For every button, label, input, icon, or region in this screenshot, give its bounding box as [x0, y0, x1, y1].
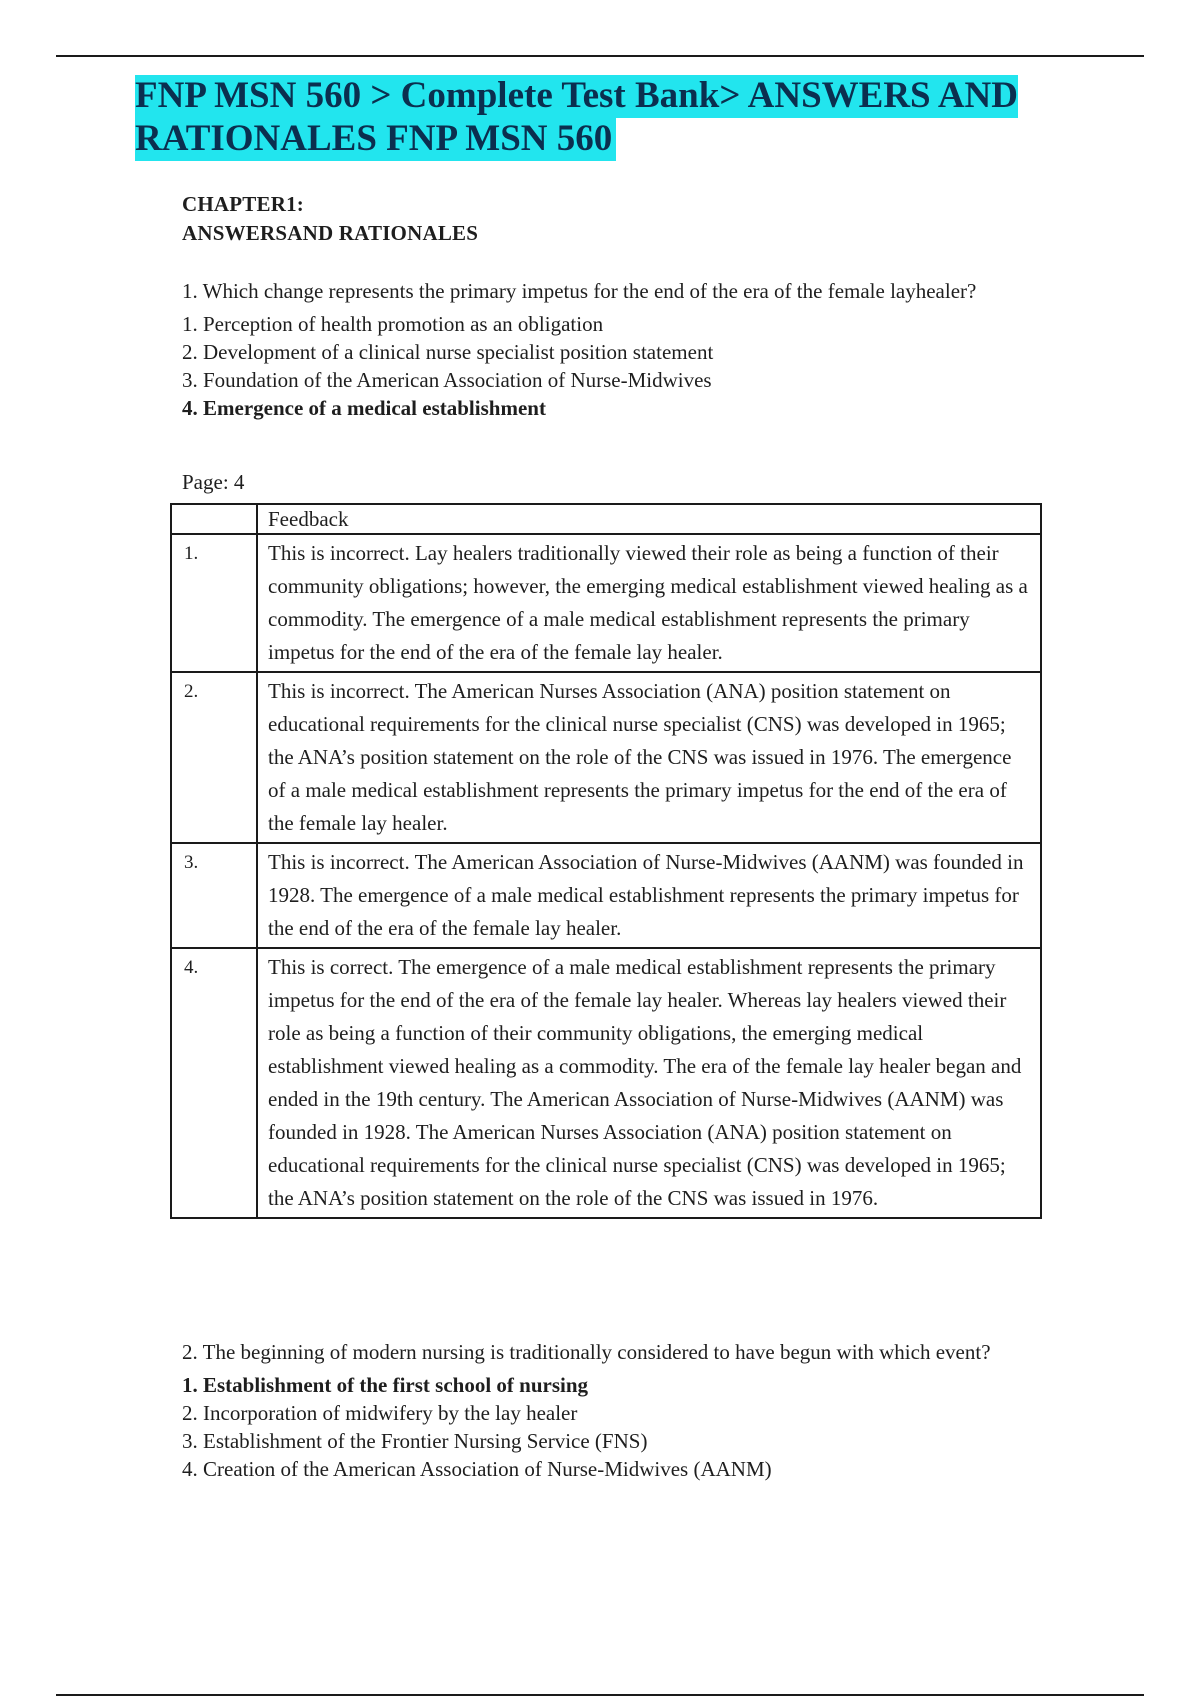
- table-row: [171, 672, 1041, 843]
- chapter-heading: [182, 190, 478, 248]
- answer-option-correct: 1. Establishment of the first school of nursing: [182, 1373, 589, 1397]
- feedback-text: This is incorrect. The American Nurses Association (ANA) position statement on educational requirements for the clinical nurse specialist (CNS) was developed in 1965; the ANA’s position statement on the role of the CNS was issued in 1976. The emergence of a male medical establishment represents the primary impetus for the end of the era of the female lay healer.: [257, 672, 1041, 843]
- option-number: 2.: [171, 672, 257, 843]
- answer-option: 3. Foundation of the American Association of Nurse-Midwives: [182, 368, 712, 392]
- table-row: [171, 843, 1041, 948]
- answer-option-correct: 4. Emergence of a medical establishment: [182, 396, 546, 420]
- answer-option: 4. Creation of the American Association of Nurse-Midwives (AANM): [182, 1457, 772, 1481]
- answer-option: 3. Establishment of the Frontier Nursing Service (FNS): [182, 1429, 648, 1453]
- table-row: [171, 534, 1041, 672]
- bottom-rule: [56, 1694, 1144, 1696]
- option-number: 1.: [171, 534, 257, 672]
- answer-option: 1. Perception of health promotion as an obligation: [182, 312, 604, 336]
- answer-option: 2. Incorporation of midwifery by the lay healer: [182, 1401, 578, 1425]
- chapter-label: CHAPTER1:: [182, 192, 304, 216]
- header-empty-cell: [171, 504, 257, 534]
- feedback-text: This is incorrect. The American Association of Nurse-Midwives (AANM) was founded in 1928. The emergence of a male medical establishment represents the primary impetus for the end of the era of the female lay healer.: [257, 843, 1041, 948]
- question-2: [182, 1338, 991, 1483]
- question-stem: 2. The beginning of modern nursing is traditionally considered to have begun with which event?: [182, 1340, 991, 1364]
- answer-option: 2. Development of a clinical nurse specialist position statement: [182, 340, 714, 364]
- chapter-subtitle: ANSWERSAND RATIONALES: [182, 221, 479, 245]
- option-number: 4.: [171, 948, 257, 1218]
- feedback-table: [170, 503, 1042, 1219]
- top-rule: [56, 55, 1144, 57]
- document-title: [135, 74, 1065, 160]
- feedback-header-row: [171, 504, 1041, 534]
- feedback-text: This is incorrect. Lay healers traditionally viewed their role as being a function of their community obligations; however, the emerging medical establishment viewed healing as a commodity. The emergence of a male medical establishment represents the primary impetus for the end of the era of the female lay healer.: [257, 534, 1041, 672]
- table-row: [171, 948, 1041, 1218]
- title-highlight: FNP MSN 560 > Complete Test Bank> ANSWERS AND RATIONALES FNP MSN 560: [135, 75, 1018, 159]
- option-number: 3.: [171, 843, 257, 948]
- feedback-text: This is correct. The emergence of a male medical establishment represents the primary impetus for the end of the era of the female lay healer. Whereas lay healers viewed their role as being a function of their community obligations, the emerging medical establishment viewed healing as a commodity. The era of the female lay healer began and ended in the 19th century. The American Association of Nurse-Midwives (AANM) was founded in 1928. The American Nurses Association (ANA) position statement on educational requirements for the clinical nurse specialist (CNS) was developed in 1965; the ANA’s position statement on the role of the CNS was issued in 1976.: [257, 948, 1041, 1218]
- feedback-header: Feedback: [257, 504, 1041, 534]
- page-reference: Page: 4: [182, 470, 245, 494]
- question-1: [182, 277, 976, 422]
- question-stem: 1. Which change represents the primary impetus for the end of the era of the female layhealer?: [182, 279, 977, 303]
